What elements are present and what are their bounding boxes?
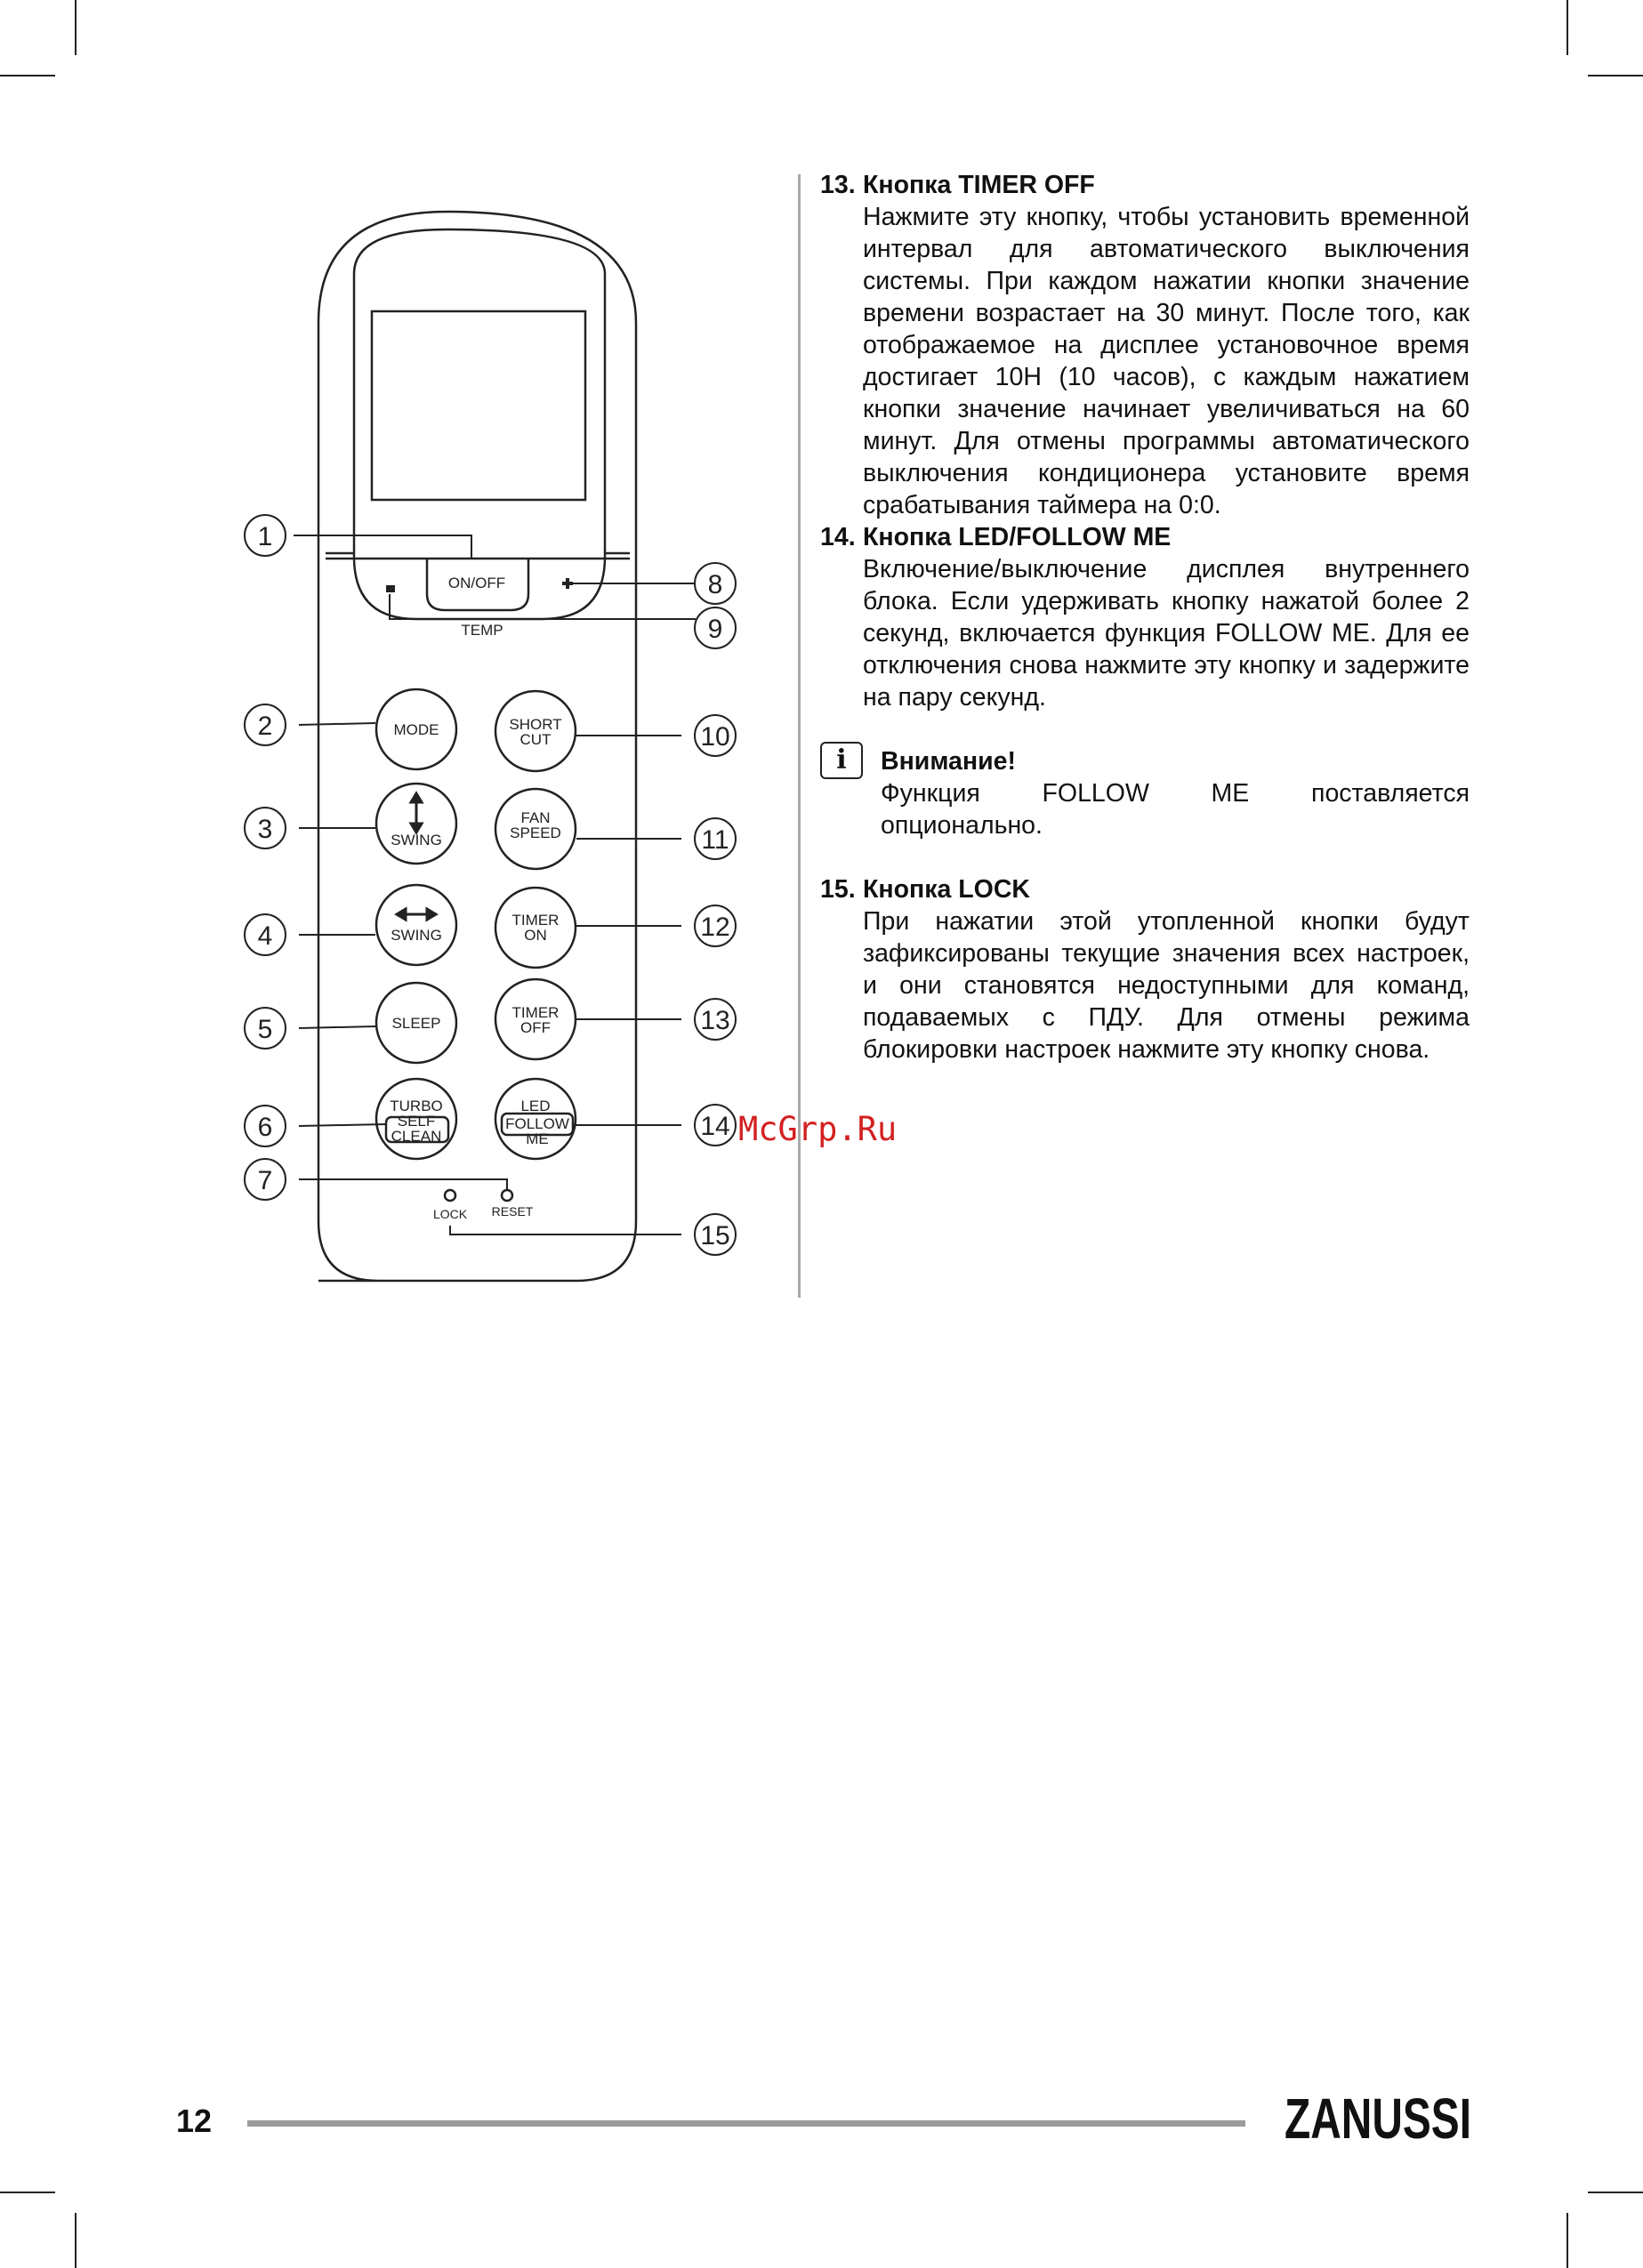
crop-mark — [0, 75, 55, 76]
swing-horizontal-button[interactable]: SWING — [391, 927, 442, 944]
timer-on-button[interactable]: TIMER — [511, 912, 560, 929]
item-title: Кнопка LED/FOLLOW ME — [863, 523, 1172, 551]
callout-number: 15 — [700, 1221, 730, 1251]
fan-speed-button[interactable]: FAN — [520, 809, 551, 826]
callout-number: 9 — [707, 615, 723, 644]
callout-number: 6 — [257, 1113, 273, 1142]
follow-me-button[interactable]: FOLLOW — [505, 1115, 569, 1132]
crop-mark — [75, 2213, 77, 2268]
fan-speed-button-line2[interactable]: SPEED — [510, 824, 561, 841]
crop-mark — [1588, 75, 1643, 76]
callout-number: 3 — [257, 815, 273, 844]
mode-button[interactable]: MODE — [393, 721, 439, 738]
sleep-button[interactable]: SLEEP — [391, 1015, 441, 1032]
item-13 — [820, 169, 1470, 521]
lock-button[interactable]: LOCK — [432, 1207, 468, 1221]
on-off-button[interactable]: ON/OFF — [447, 575, 506, 591]
follow-me-button-line2[interactable]: ME — [526, 1130, 549, 1147]
callout-number: 14 — [700, 1112, 730, 1141]
item-title: Кнопка LOCK — [863, 875, 1031, 904]
crop-mark — [1566, 0, 1568, 55]
note-box — [820, 745, 1470, 841]
info-icon: i — [820, 742, 863, 779]
item-15 — [820, 873, 1470, 1066]
callout-number: 1 — [257, 522, 273, 551]
brand-logo — [1285, 2087, 1471, 2151]
reset-button[interactable]: RESET — [491, 1204, 534, 1218]
timer-on-button-line2[interactable]: ON — [524, 927, 547, 944]
remote-control-diagram — [240, 203, 792, 1310]
crop-mark — [1566, 2213, 1568, 2268]
swing-vertical-button[interactable]: SWING — [391, 832, 442, 848]
item-14 — [820, 521, 1470, 713]
description-column — [820, 169, 1470, 1066]
callout-number: 10 — [700, 722, 730, 752]
brand-logo-text: ZANUSSI — [1285, 2087, 1471, 2151]
note-body: Функция FOLLOW ME поставляется опционально. — [881, 779, 1470, 840]
item-title: Кнопка TIMER OFF — [863, 171, 1095, 199]
item-number: 14. — [820, 523, 856, 551]
callout-number: 11 — [701, 825, 729, 855]
callout-number: 12 — [700, 913, 730, 942]
timer-off-button[interactable]: TIMER — [511, 1004, 560, 1021]
item-number: 13. — [820, 171, 856, 199]
turbo-button[interactable]: TURBO — [390, 1098, 443, 1114]
temp-label: TEMP — [461, 622, 503, 639]
note-title: Внимание! — [881, 747, 1016, 776]
callout-number: 4 — [257, 921, 273, 951]
page-number: 12 — [176, 2103, 213, 2139]
footer-rule — [247, 2120, 1245, 2127]
watermark: McGrp.Ru — [738, 1110, 898, 1148]
shortcut-button[interactable]: SHORT — [509, 716, 562, 733]
shortcut-button-line2[interactable]: CUT — [519, 731, 552, 748]
crop-mark — [75, 0, 77, 55]
self-clean-button-line2[interactable]: CLEAN — [391, 1128, 442, 1145]
item-body: Включение/выключение дисплея внутреннего блока. Если удерживать кнопку нажатой более 2 секунд, включается функция FOLLOW ME. Для ее отключения снова нажмите эту кнопку и задержите на пару секунд. — [863, 555, 1470, 712]
item-number: 15. — [820, 875, 856, 904]
callout-number: 8 — [707, 570, 723, 599]
led-button[interactable]: LED — [520, 1098, 551, 1114]
timer-off-button-line2[interactable]: OFF — [520, 1019, 551, 1036]
callout-number: 2 — [257, 712, 273, 741]
item-body: При нажатии этой утопленной кнопки будут зафиксированы текущие значения всех настроек, и они становятся недоступными для команд, подаваемых с ПДУ. Для отмены режима блокировки настроек нажмите эту кнопку снова. — [863, 907, 1470, 1064]
crop-mark — [0, 2192, 55, 2193]
crop-mark — [1588, 2192, 1643, 2193]
callout-number: 7 — [257, 1166, 273, 1195]
item-body: Нажмите эту кнопку, чтобы установить временной интервал для автоматического выключения системы. При каждом нажатии кнопки значение времени возрастает на 30 минут. После того, как отображаемое на дисплее установочное время достигает 10H (10 часов), с каждым нажатием кнопки значение начинает увеличиваться на 60 минут. Для отмены программы автоматического выключения кондиционера установите время срабатывания таймера на 0:0. — [863, 203, 1470, 519]
callout-number: 13 — [700, 1006, 730, 1035]
self-clean-button[interactable]: SELF — [397, 1113, 436, 1130]
callout-number: 5 — [257, 1015, 273, 1044]
